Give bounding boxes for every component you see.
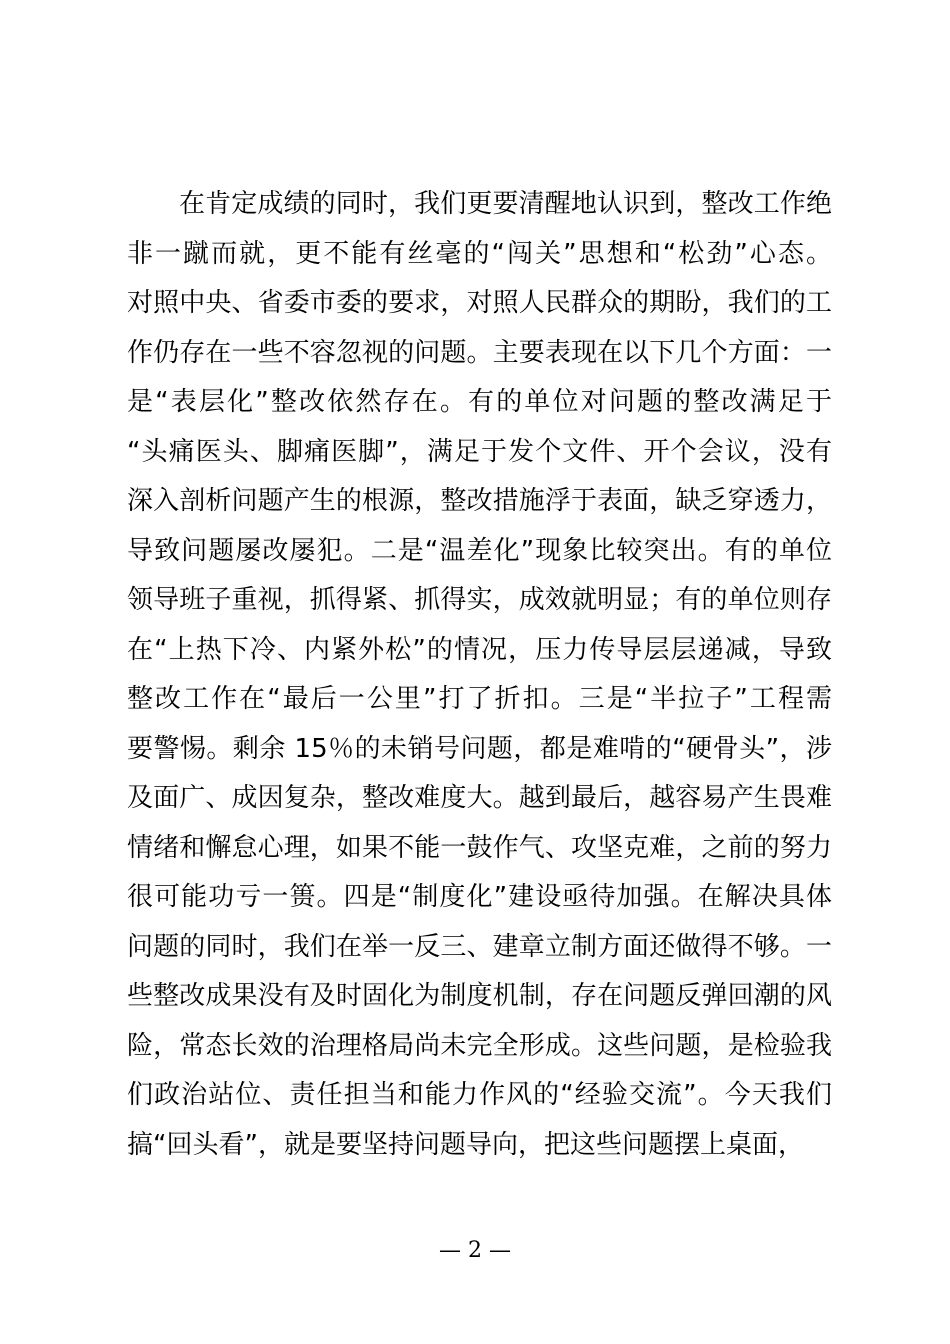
paragraph-line: 险，常态长效的治理格局尚未完全形成。这些问题，是检验我 bbox=[127, 1030, 832, 1061]
paragraph-line: 整改工作在“最后一公里”打了折扣。三是“半拉子”工程需 bbox=[127, 684, 832, 714]
paragraph-line: 对照中央、省委市委的要求，对照人民群众的期盼，我们的工 bbox=[127, 288, 832, 318]
paragraph-line: 问题的同时，我们在举一反三、建章立制方面还做得不够。一 bbox=[127, 931, 832, 962]
paragraph-line: 作仍存在一些不容忽视的问题。主要表现在以下几个方面：一 bbox=[127, 337, 832, 368]
paragraph-line: 很可能功亏一篑。四是“制度化”建设亟待加强。在解决具体 bbox=[127, 882, 832, 912]
paragraph-line: 们政治站位、责任担当和能力作风的“经验交流”。今天我们 bbox=[127, 1080, 832, 1110]
paragraph-line: 深入剖析问题产生的根源，整改措施浮于表面，缺乏穿透力， bbox=[127, 486, 832, 516]
paragraph-line: 些整改成果没有及时固化为制度机制，存在问题反弹回潮的风 bbox=[127, 981, 832, 1011]
paragraph-line: 要警惕。剩余 15％的未销号问题，都是难啃的“硬骨头”，涉 bbox=[127, 733, 832, 764]
paragraph-line: 搞“回头看”，就是要坚持问题导向，把这些问题摆上桌面， bbox=[127, 1129, 804, 1160]
paragraph-line: 在肯定成绩的同时，我们更要清醒地认识到，整改工作绝 bbox=[179, 189, 832, 219]
paragraph-line: 领导班子重视，抓得紧、抓得实，成效就明显；有的单位则存 bbox=[127, 585, 832, 615]
page-number: — 2 — bbox=[439, 1238, 511, 1263]
paragraph-line: 非一蹴而就，更不能有丝毫的“闯关”思想和“松劲”心态。 bbox=[127, 238, 832, 269]
body-paragraph bbox=[127, 180, 832, 1170]
paragraph-line: 导致问题屡改屡犯。二是“温差化”现象比较突出。有的单位 bbox=[127, 535, 832, 566]
paragraph-line: 及面广、成因复杂，整改难度大。越到最后，越容易产生畏难 bbox=[127, 783, 832, 813]
paragraph-line: 在“上热下冷、内紧外松”的情况，压力传导层层递减，导致 bbox=[127, 634, 832, 665]
paragraph-line: 是“表层化”整改依然存在。有的单位对问题的整改满足于 bbox=[127, 387, 832, 417]
paragraph-line: “头痛医头、脚痛医脚”，满足于发个文件、开个会议，没有 bbox=[127, 436, 832, 467]
paragraph-line: 情绪和懈怠心理，如果不能一鼓作气、攻坚克难，之前的努力 bbox=[127, 832, 832, 863]
